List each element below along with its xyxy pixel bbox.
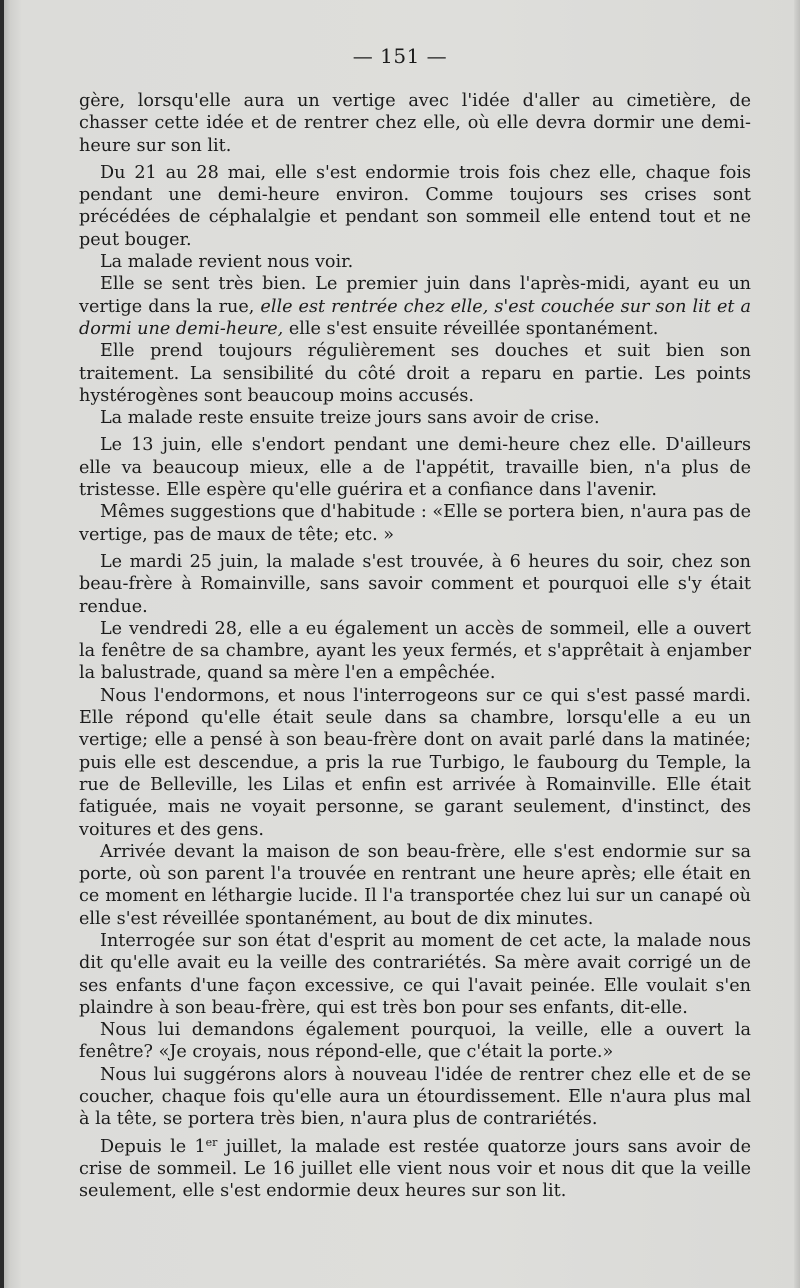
page-right-edge <box>794 0 800 1288</box>
paragraph-15: Nous lui suggérons alors à nouveau l'idée de rentrer chez elle et de se coucher, chaque fois qu'elle aura un étourdissement. Elle n'aura plus mal à la tête, se portera très bien, n'aura plus de contrariétés. <box>79 1064 751 1130</box>
paragraph-14: Nous lui demandons également pourquoi, la veille, elle a ouvert la fenêtre? «Je croyais, nous répond-elle, que c'était la porte.» <box>79 1020 751 1063</box>
paragraph-4 <box>79 273 751 340</box>
paragraph-4-italic: elle est rentrée chez elle, s'est couchée sur son lit et a dormi une demi-heure, <box>79 296 751 339</box>
paragraph-12: Arrivée devant la maison de son beau-frère, elle s'est endormie sur sa porte, où son parent l'a trouvée en rentrant une heure après; elle était en ce moment en léthargie lucide. Il l'a transportée chez lui sur un canapé où elle s'est réveillée spontanément, au bout de dix minutes. <box>79 841 751 929</box>
paragraph-5: Elle prend toujours régulièrement ses douches et suit bien son traitement. La sensibilité du côté droit a reparu en partie. Les points hystérogènes sont beaucoup moins accusés. <box>79 341 751 406</box>
page-number: — 151 — <box>352 44 448 68</box>
paragraph-4-start: Elle se sent très bien. Le premier juin dans l'après-midi, ayant eu un vertige dans la rue, <box>79 274 751 317</box>
paragraph-8: Mêmes suggestions que d'habitude : «Elle se portera bien, n'aura pas de vertige, pas de maux de tête; etc. » <box>79 502 751 545</box>
page-left-edge <box>0 0 4 1288</box>
paragraph-7: Le 13 juin, elle s'endort pendant une demi-heure chez elle. D'ailleurs elle va beaucoup mieux, elle a de l'appétit, travaille bien, n'a plus de tristesse. Elle espère qu'elle guérira et a confiance dans l'avenir. <box>79 435 751 501</box>
paragraph-9: Le mardi 25 juin, la malade s'est trouvée, à 6 heures du soir, chez son beau-frère à Romainville, sans savoir comment et pourquoi elle s'y était rendue. <box>79 551 751 617</box>
paragraph-11: Nous l'endormons, et nous l'interrogeons sur ce qui s'est passé mardi. Elle répond qu'elle était seule dans sa chambre, lorsqu'elle a eu un vertige; elle a pensé à son beau-frère dont on avait parlé dans la matinée; puis elle est descendue, a pris la rue Turbigo, le faubourg du Temple, la rue de Belleville, les Lilas et enfin est arrivée à Romainville. Elle était fatiguée, mais ne voyait personne, se garant seulement, d'instinct, des voitures et des gens. <box>79 685 751 840</box>
paragraph-16-end: juillet, la malade est restée quatorze jours sans avoir de crise de sommeil. Le 16 juillet elle vient nous voir et nous dit que la veille seulement, elle s'est endormie deux heures sur son lit. <box>79 1136 751 1202</box>
paragraph-16-start: Depuis le 1 <box>100 1136 206 1157</box>
paragraph-1: gère, lorsqu'elle aura un vertige avec l'idée d'aller au cimetière, de chasser cette idée et de rentrer chez elle, où elle devra dormir une demi-heure sur son lit. <box>79 91 751 156</box>
paragraph-4-end: elle s'est ensuite réveillée spontanément. <box>283 318 659 339</box>
paragraph-16 <box>79 1136 751 1203</box>
paragraph-10: Le vendredi 28, elle a eu également un accès de sommeil, elle a ouvert la fenêtre de sa chambre, ayant les yeux fermés, et s'apprêtait à enjamber la balustrade, quand sa mère l'en a empêchée. <box>79 618 751 684</box>
paragraph-2: Du 21 au 28 mai, elle s'est endormie trois fois chez elle, chaque fois pendant une demi-heure environ. Comme toujours ses crises sont précédées de céphalalgie et pendant son sommeil elle entend tout et ne peut bouger. <box>79 162 751 250</box>
superscript-er: er <box>205 1135 218 1149</box>
body-text <box>79 90 751 1203</box>
paragraph-3: La malade revient nous voir. <box>100 252 354 273</box>
paragraph-13: Interrogée sur son état d'esprit au moment de cet acte, la malade nous dit qu'elle avait eu la veille des contrariétés. Sa mère avait corrigé un de ses enfants d'une façon excessive, ce qui l'avait peinée. Elle voulait s'en plaindre à son beau-frère, qui est très bon pour ses enfants, dit-elle. <box>79 930 751 1018</box>
paragraph-6: La malade reste ensuite treize jours sans avoir de crise. <box>100 408 600 429</box>
